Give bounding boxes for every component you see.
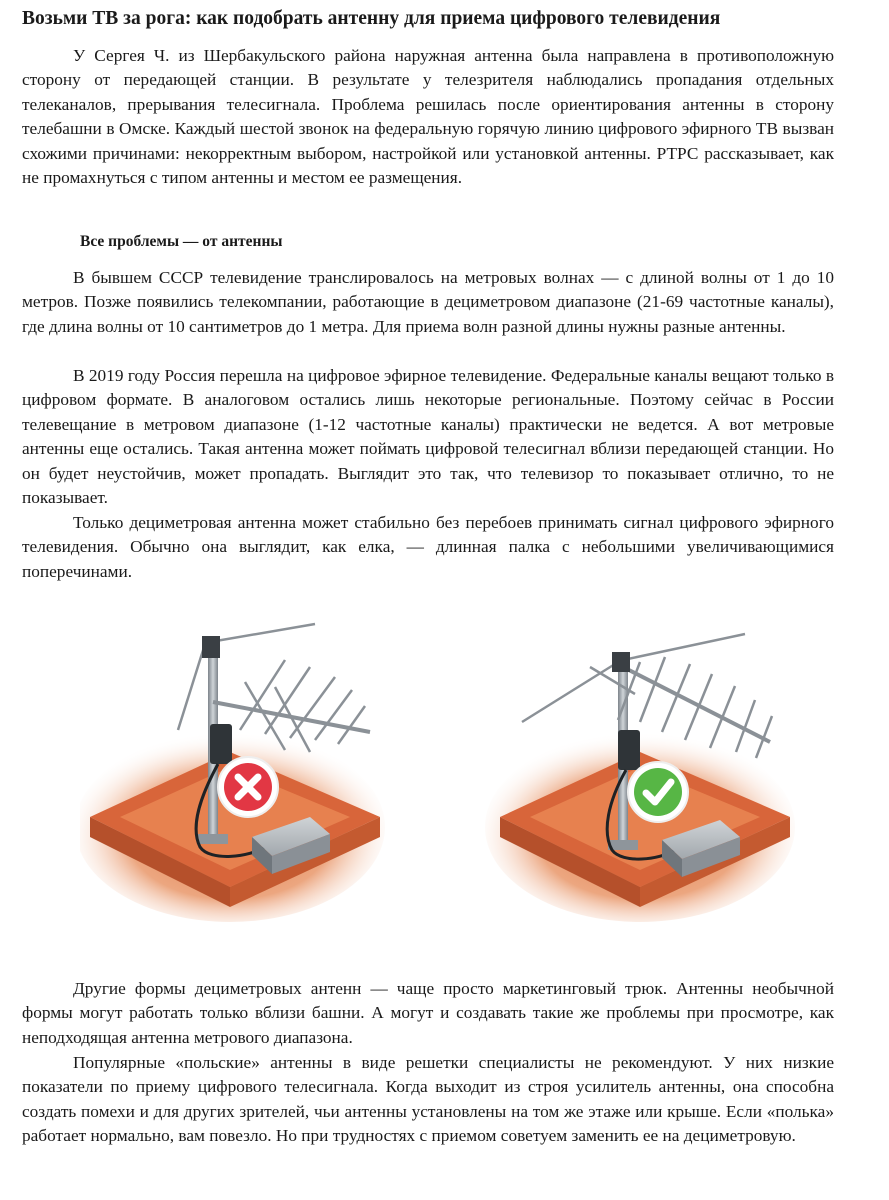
paragraph-4: Другие формы дециметровых антенн — чаще просто маркетинговый трюк. Антенны необычной формы могут работать только вблизи башни. А могут и создавать такие же проблемы при просмотре, как неподходящая антенна метрового диапазона. bbox=[22, 979, 834, 1047]
paragraph-1: В бывшем СССР телевидение транслировалось на метровых волнах — с длиной волны от 1 до 10 метров. Позже появились телекомпании, работающие в дециметровом диапазоне (21-69 частотные каналы), где длина волны от 10 сантиметров до 1 метра. Для приема волн разной длины нужны разные антенны. bbox=[22, 268, 834, 336]
article-title: Возьми ТВ за рога: как подобрать антенну для приема цифрового телевидения bbox=[22, 8, 721, 29]
paragraph-2: В 2019 году Россия перешла на цифровое эфирное телевидение. Федеральные каналы вещают только в цифровом формате. В аналоговом остались лишь некоторые региональные. Поэтому сейчас в России телевещание в метровом диапазоне (1-12 частотные каналы) практически не ведется. А вот метровые антенны еще остались. Такая антенна может поймать цифровой телесигнал вблизи передающей станции. Но он будет неустойчив, может пропадать. Выглядит это так, что телевизор то показывает отлично, то не показывает. bbox=[22, 366, 834, 508]
check-mark-icon bbox=[634, 768, 682, 816]
paragraph-3: Только дециметровая антенна может стабильно без перебоев принимать сигнал цифрового эфирного телевидения. Обычно она выглядит, как елка, — длинная палка с небольшими увеличивающимися поперечинами. bbox=[22, 513, 834, 581]
section-heading: Все проблемы — от антенны bbox=[80, 233, 283, 250]
paragraph-5: Популярные «польские» антенны в виде решетки специалисты не рекомендуют. У них низкие показатели по приему цифрового телесигнала. Когда выходит из строя усилитель антенны, она способна создать помехи и для других зрителей, чьи антенны установлены на том же этаже или крыше. Если «полька» работает нормально, вам повезло. Но при трудностях с приемом советуем заменить ее на дециметровую. bbox=[22, 1053, 834, 1146]
intro-paragraph: У Сергея Ч. из Шербакульского района наружная антенна была направлена в противоположную сторону от передающей станции. В результате у телезрителя наблюдались пропадания отдельных телеканалов, прерывания телесигнала. Проблема решилась после ориентирования антенны в сторону телебашни в Омске. Каждый шестой звонок на федеральную горячую линию цифрового эфирного ТВ вызван схожими причинами: некорректным выбором, настройкой или установкой антенны. РТРС рассказывает, как не промахнуться с типом антенны и местом ее размещения. bbox=[22, 46, 834, 188]
correct-antenna-scene bbox=[485, 634, 795, 922]
wrong-antenna-scene bbox=[80, 624, 385, 922]
antenna-illustration bbox=[80, 612, 820, 952]
